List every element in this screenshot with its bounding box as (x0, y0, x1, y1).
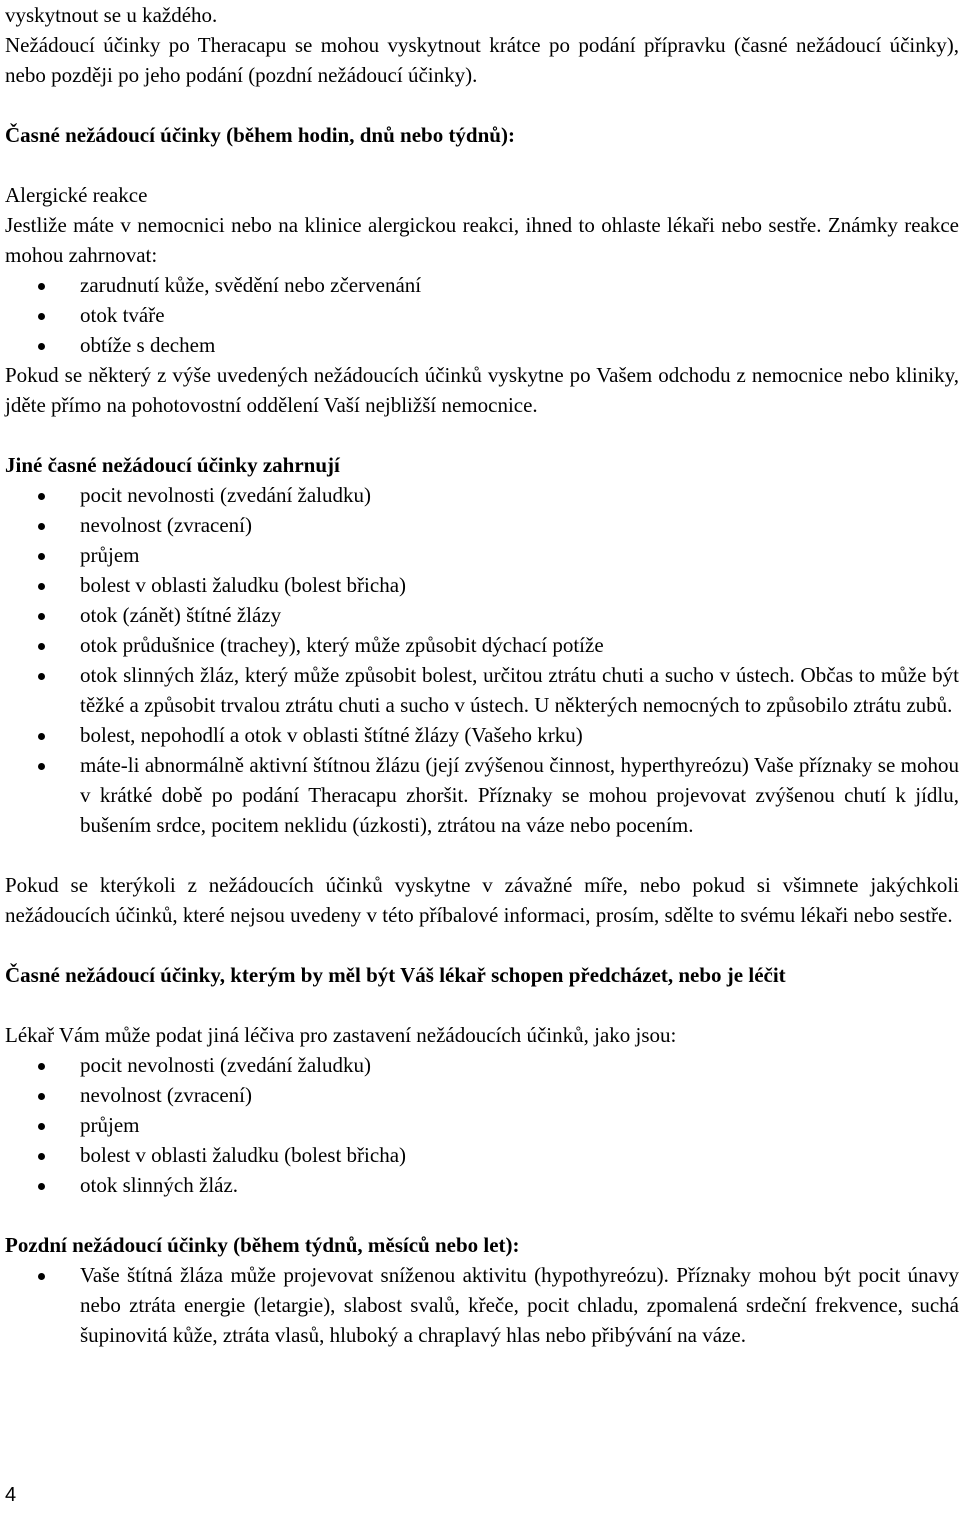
list-item: otok (zánět) štítné žlázy (5, 600, 959, 630)
list-item: průjem (5, 540, 959, 570)
list-item: máte-li abnormálně aktivní štítnou žlázu (její zvýšenou činnost, hyperthyreózu) Vaše příznaky se mohou v krátké době po podání Theracapu zhoršit. Příznaky se mohou projevovat zvýšenou chutí k jídlu, bušením srdce, pocitem neklidu (úzkosti), ztrátou na váze nebo pocením. (5, 750, 959, 840)
list-item: Vaše štítná žláza může projevovat sníženou aktivitu (hypothyreózu). Příznaky mohou být pocit únavy nebo ztráta energie (letargie), slabost svalů, křeče, pocit chladu, zpomalená srdeční frekvence, suchá šupinovitá kůže, ztráta vlasů, hluboký a chraplavý hlas nebo přibývání na váze. (5, 1260, 959, 1350)
preventable-effects-list (5, 1050, 959, 1200)
intro-line-0: vyskytnout se u každého. (5, 3, 218, 27)
other-early-effects-list (5, 480, 959, 840)
preventable-effects-intro: Lékař Vám může podat jiná léčiva pro zastavení nežádoucích účinků, jako jsou: (5, 1023, 677, 1047)
list-item: otok tváře (5, 300, 959, 330)
list-item: zarudnutí kůže, svědění nebo zčervenání (5, 270, 959, 300)
allergic-after-text: Pokud se některý z výše uvedených nežádoucích účinků vyskytne po Vašem odchodu z nemocnice nebo kliniky, jděte přímo na pohotovostní oddělení Vaší nejbližší nemocnice. (5, 363, 959, 417)
late-effects-list (5, 1260, 959, 1350)
intro-paragraph: Nežádoucí účinky po Theracapu se mohou vyskytnout krátce po podání přípravku (časné nežádoucí účinky), nebo později po jeho podání (pozdní nežádoucí účinky). (5, 33, 959, 87)
list-item: bolest, nepohodlí a otok v oblasti štítné žlázy (Vašeho krku) (5, 720, 959, 750)
list-item: otok slinných žláz. (5, 1170, 959, 1200)
list-item: pocit nevolnosti (zvedání žaludku) (5, 1050, 959, 1080)
allergic-reactions-heading: Alergické reakce (5, 183, 148, 207)
severe-effects-note: Pokud se kterýkoli z nežádoucích účinků vyskytne v závažné míře, nebo pokud si všimnete jakýchkoli nežádoucích účinků, které nejsou uvedeny v této příbalové informaci, prosím, sdělte to svému lékaři nebo sestře. (5, 873, 959, 927)
allergic-signs-list (5, 270, 959, 360)
list-item: nevolnost (zvracení) (5, 1080, 959, 1110)
list-item: otok průdušnice (trachey), který může způsobit dýchací potíže (5, 630, 959, 660)
list-item: průjem (5, 1110, 959, 1140)
list-item: bolest v oblasti žaludku (bolest břicha) (5, 1140, 959, 1170)
list-item: nevolnost (zvracení) (5, 510, 959, 540)
page-number: 4 (5, 1484, 17, 1506)
allergic-reactions-text: Jestliže máte v nemocnici nebo na klinice alergickou reakci, ihned to ohlaste lékaři nebo sestře. Známky reakce mohou zahrnovat: (5, 213, 959, 267)
early-effects-heading: Časné nežádoucí účinky (během hodin, dnů nebo týdnů): (5, 123, 515, 147)
list-item: pocit nevolnosti (zvedání žaludku) (5, 480, 959, 510)
late-effects-heading: Pozdní nežádoucí účinky (během týdnů, měsíců nebo let): (5, 1233, 520, 1257)
list-item: otok slinných žláz, který může způsobit bolest, určitou ztrátu chuti a sucho v ústech. Občas to může být těžké a způsobit trvalou ztrátu chuti a sucho v ústech. U některých nemocných to způsobilo ztrátu zubů. (5, 660, 959, 720)
preventable-effects-heading: Časné nežádoucí účinky, kterým by měl být Váš lékař schopen předcházet, nebo je léčit (5, 963, 786, 987)
list-item: obtíže s dechem (5, 330, 959, 360)
document-page (5, 0, 959, 1350)
list-item: bolest v oblasti žaludku (bolest břicha) (5, 570, 959, 600)
other-early-effects-heading: Jiné časné nežádoucí účinky zahrnují (5, 453, 340, 477)
